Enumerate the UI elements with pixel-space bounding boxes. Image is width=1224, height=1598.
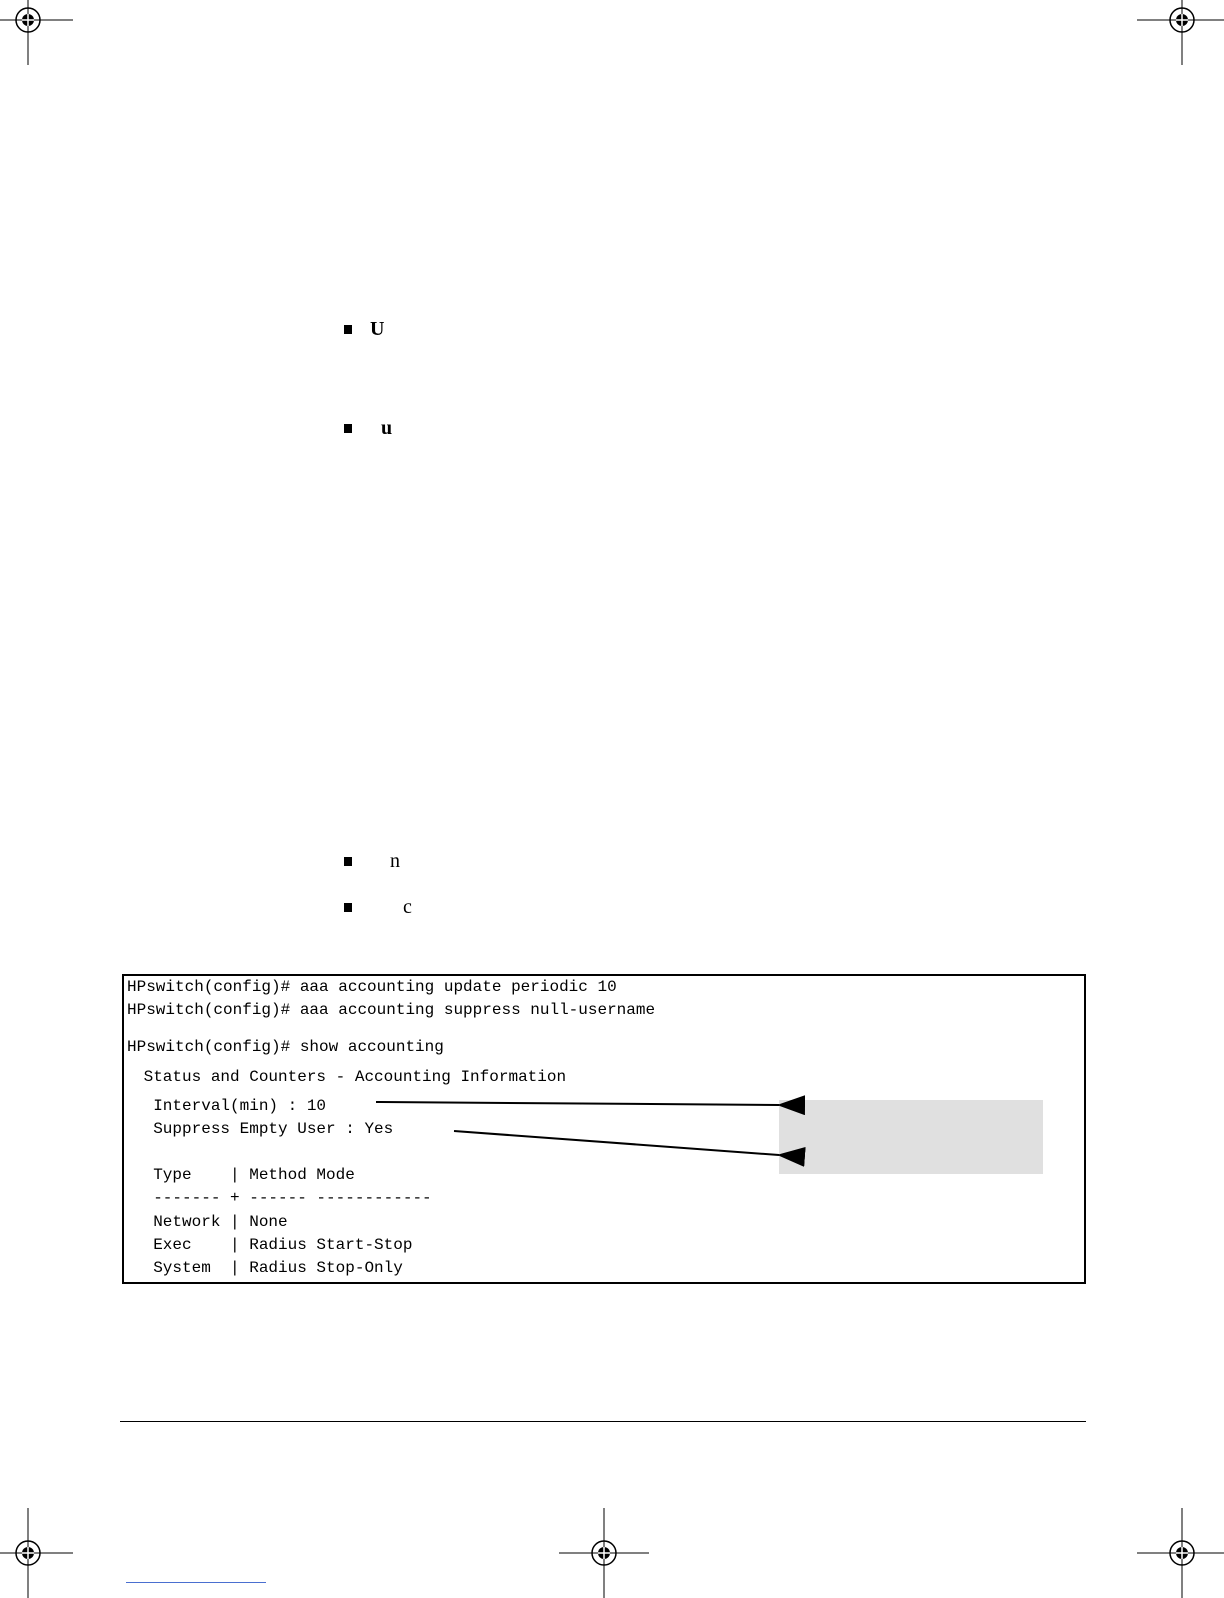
bullet-text: u xyxy=(381,417,393,439)
cli-line: Interval(min) : 10 xyxy=(134,1097,327,1115)
registration-mark-top-left xyxy=(0,0,73,65)
registration-mark-icon xyxy=(1137,0,1224,65)
footer-rule xyxy=(120,1421,1086,1422)
bullet-square-icon xyxy=(344,424,352,433)
cli-line: ------- + ------ ------------ xyxy=(134,1189,432,1207)
registration-mark-icon xyxy=(559,1508,649,1598)
registration-mark-bottom-center xyxy=(559,1508,649,1598)
bullet-text: n xyxy=(390,850,400,872)
cli-line: HPswitch(config)# show accounting xyxy=(127,1038,444,1056)
bullet-square-icon xyxy=(344,857,352,866)
registration-mark-bottom-left xyxy=(0,1508,73,1598)
callout-arrows xyxy=(124,976,1084,1282)
registration-mark-bottom-right xyxy=(1137,1508,1224,1598)
registration-mark-icon xyxy=(0,0,73,65)
arrow-to-interval xyxy=(376,1102,779,1105)
cli-line: Suppress Empty User : Yes xyxy=(134,1120,394,1138)
bullet-square-icon xyxy=(344,903,352,912)
cli-line: Status and Counters - Accounting Information xyxy=(134,1068,567,1086)
cli-line: System | Radius Stop-Only xyxy=(134,1259,403,1277)
bullet-item-4 xyxy=(344,896,412,918)
cli-line: HPswitch(config)# aaa accounting suppress null-username xyxy=(127,1001,656,1019)
bullet-square-icon xyxy=(344,325,352,334)
cli-screenshot xyxy=(122,974,1086,1284)
bullet-item-3 xyxy=(344,850,400,872)
cli-line: Type | Method Mode xyxy=(134,1166,355,1184)
cli-line: HPswitch(config)# aaa accounting update periodic 10 xyxy=(127,978,617,996)
cli-line: Network | None xyxy=(134,1213,288,1231)
registration-mark-icon xyxy=(0,1508,73,1598)
bullet-text: U xyxy=(370,318,385,340)
registration-mark-top-right xyxy=(1137,0,1224,65)
bullet-item-2 xyxy=(344,417,392,439)
arrow-to-suppress xyxy=(454,1131,779,1155)
cli-line: Exec | Radius Start-Stop xyxy=(134,1236,413,1254)
bullet-text: c xyxy=(403,896,412,918)
bullet-item-1 xyxy=(344,318,384,340)
registration-mark-icon xyxy=(1137,1508,1224,1598)
